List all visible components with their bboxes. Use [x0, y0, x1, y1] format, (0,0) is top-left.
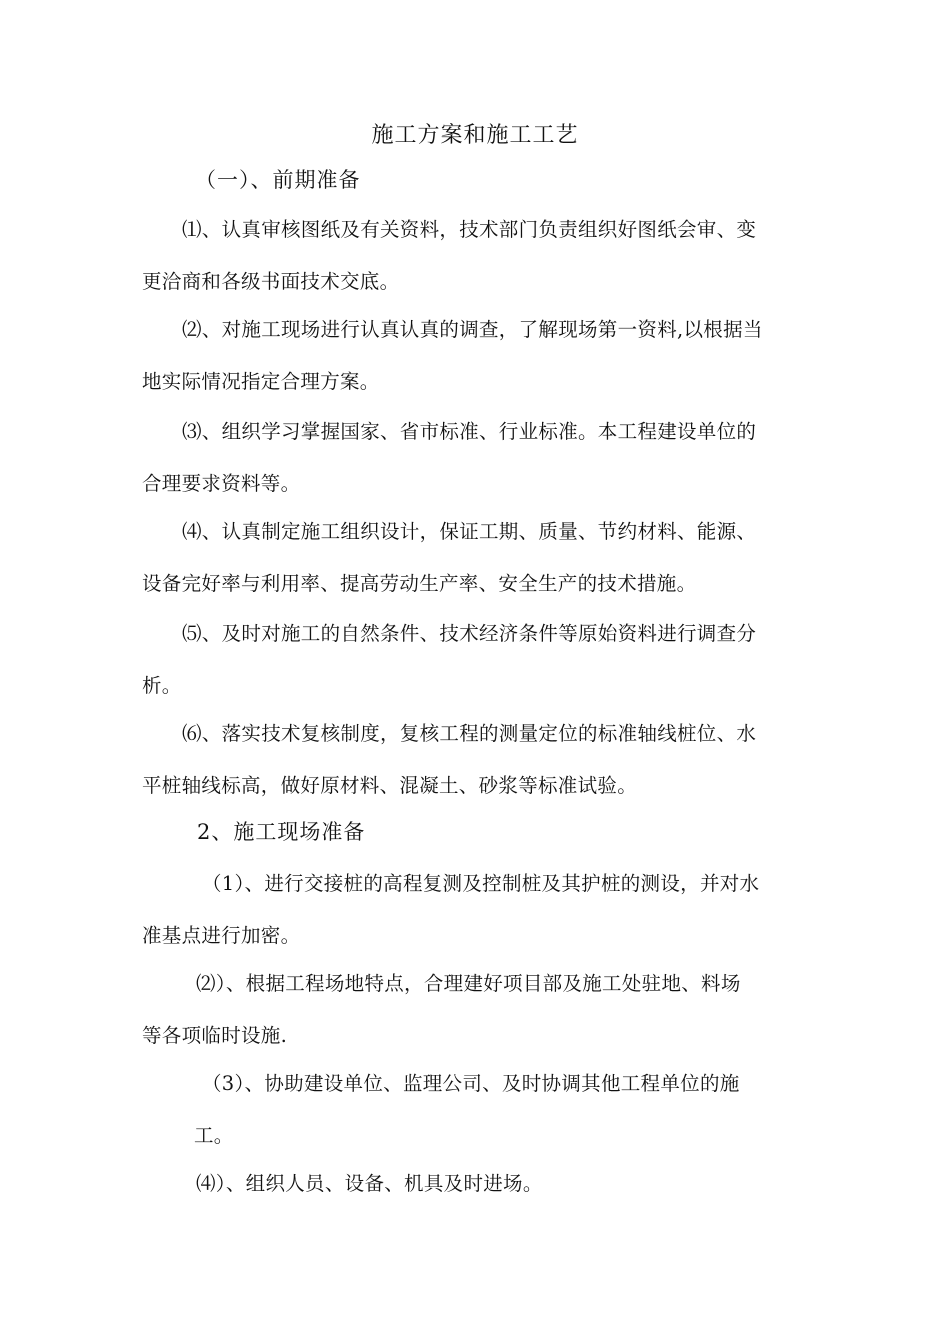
page-title: 施工方案和施工工艺	[371, 123, 579, 148]
paragraph-line: 更洽商和各级书面技术交底。	[142, 270, 400, 293]
paragraph-line: ⑹、落实技术复核制度，复核工程的测量定位的标准轴线桩位、水	[182, 722, 757, 745]
paragraph-line: 准基点进行加密。	[142, 924, 301, 947]
paragraph-line: ⑵、对施工现场进行认真认真的调查，了解现场第一资料,以根据当	[182, 318, 763, 341]
paragraph-site-item-2	[142, 958, 818, 1062]
paragraph-line: ⑶、组织学习掌握国家、省市标准、行业标准。本工程建设单位的	[182, 420, 757, 443]
paragraph-line: ⑴、认真审核图纸及有关资料，技术部门负责组织好图纸会审、变	[182, 218, 757, 241]
paragraph-item-5	[142, 608, 818, 712]
paragraph-site-item-3	[142, 1058, 818, 1162]
paragraph-item-2	[142, 304, 818, 408]
section-heading-site-preparation: 2、施工现场准备	[197, 820, 366, 844]
paragraph-line: ⑵）、根据工程场地特点，合理建好项目部及施工处驻地、料场	[196, 972, 741, 995]
paragraph-item-1	[142, 204, 818, 308]
paragraph-line: 平桩轴线标高，做好原材料、混凝土、砂浆等标准试验。	[142, 774, 638, 797]
paragraph-line: 析。	[142, 674, 182, 697]
paragraph-line: （1）、进行交接桩的高程复测及控制桩及其护桩的测设，并对水	[202, 872, 760, 895]
paragraph-line: 等各项临时设施.	[142, 1024, 288, 1047]
paragraph-line: ⑷、认真制定施工组织设计，保证工期、质量、节约材料、能源、	[182, 520, 757, 543]
paragraph-item-4	[142, 506, 818, 610]
paragraph-line: ⑸、及时对施工的自然条件、技术经济条件等原始资料进行调查分	[182, 622, 757, 645]
paragraph-line: 工。	[194, 1124, 234, 1147]
paragraph-item-6	[142, 708, 818, 812]
paragraph-line: 设备完好率与利用率、提高劳动生产率、安全生产的技术措施。	[142, 572, 697, 595]
paragraph-line: ⑷）、组织人员、设备、机具及时进场。	[196, 1172, 543, 1195]
paragraph-line: （3）、协助建设单位、监理公司、及时协调其他工程单位的施	[202, 1072, 740, 1095]
section-heading-preparation: （一）、前期准备	[195, 168, 361, 192]
paragraph-item-3	[142, 406, 818, 510]
paragraph-line: 地实际情况指定合理方案。	[142, 370, 380, 393]
paragraph-site-item-1	[142, 858, 818, 962]
paragraph-site-item-4	[142, 1158, 818, 1210]
paragraph-line: 合理要求资料等。	[142, 472, 301, 495]
